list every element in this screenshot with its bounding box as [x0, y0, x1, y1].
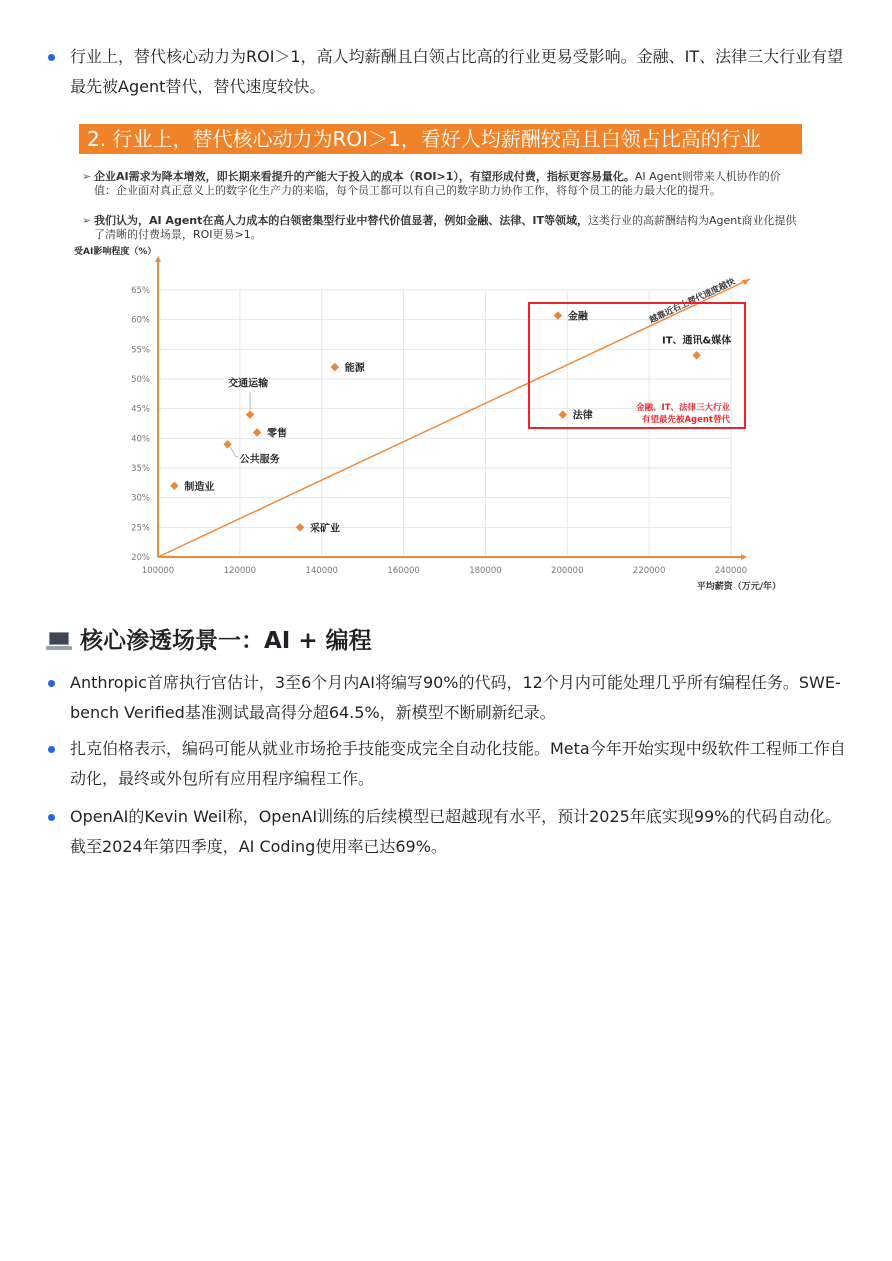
x-axis-title: 平均薪资（万元/年）	[696, 582, 781, 592]
section-heading-text: 核心渗透场景一：AI + 编程	[80, 628, 372, 654]
y-axis-title: 受AI影响程度（%）	[74, 247, 157, 257]
point-label: 法律	[572, 410, 593, 422]
y-tick-label: 55%	[131, 345, 150, 356]
x-tick-label: 160000	[387, 566, 420, 576]
point-label: 采矿业	[310, 523, 341, 535]
trend-arrow-icon	[742, 279, 750, 285]
data-point	[223, 440, 231, 448]
point-label: 公共服务	[239, 454, 280, 466]
figure-banner-title: 2. 行业上，替代核心动力为ROI＞1，看好人均薪酬较高且白领占比高的行业	[79, 124, 802, 154]
data-point	[554, 311, 562, 319]
scatter-chart	[66, 118, 818, 598]
arrow-bullet-icon: ➢	[82, 214, 92, 227]
section-heading	[46, 624, 372, 658]
y-tick-label: 65%	[131, 286, 150, 296]
x-tick-label: 140000	[305, 566, 338, 576]
intro-bullet	[48, 42, 852, 102]
highlight-annotation: 金融、IT、法律三大行业	[636, 403, 730, 413]
point-label: 零售	[267, 428, 288, 440]
data-point	[692, 351, 700, 359]
point-label: 制造业	[184, 481, 215, 493]
x-tick-label: 200000	[551, 566, 584, 576]
data-point	[170, 482, 178, 490]
point-label: 交通运输	[228, 378, 269, 390]
section-bullet-text: OpenAI的Kevin Weil称，OpenAI训练的后续模型已超越现有水平，预计2025年底实现99%的代码自动化。截至2024年第四季度，AI Coding使用率已达69%。	[70, 807, 842, 856]
x-tick-label: 100000	[141, 566, 175, 576]
paragraph-2-bold: 我们认为，AI Agent在高人力成本的白领密集型行业中替代价值显著，例如金融、法律、IT等领域，	[94, 214, 588, 227]
data-point	[253, 428, 261, 436]
section-bullet-3	[48, 802, 852, 862]
highlight-annotation: 有望最先被Agent替代	[641, 415, 730, 425]
y-tick-label: 20%	[131, 553, 150, 563]
data-point	[246, 410, 254, 418]
x-tick-label: 240000	[714, 566, 748, 576]
trend-annotation: 越靠近右上替代速度越快	[648, 276, 737, 326]
y-tick-label: 30%	[131, 493, 150, 504]
y-tick-label: 45%	[131, 404, 150, 415]
bullet-dot	[48, 746, 55, 753]
arrow-bullet-icon: ➢	[82, 170, 92, 183]
section-bullet-1	[48, 668, 852, 728]
intro-bullet-text: 行业上，替代核心动力为ROI＞1，高人均薪酬且白领占比高的行业更易受影响。金融、IT、法律三大行业有望最先被Agent替代，替代速度较快。	[70, 47, 844, 96]
point-label: 金融	[567, 311, 588, 323]
paragraph-2-normal: 这类行业的高薪酬结构为Agent商业化提供了清晰的付费场景，ROI更易>1。	[94, 214, 797, 241]
leader-line	[231, 447, 239, 457]
section-bullet-2	[48, 734, 852, 794]
point-label: IT、通讯&媒体	[661, 335, 732, 347]
report-figure	[66, 118, 818, 598]
data-point	[559, 410, 567, 418]
laptop-icon	[46, 632, 72, 650]
x-axis-arrow-icon	[741, 554, 747, 560]
data-point	[296, 523, 304, 531]
section-bullet-text: Anthropic首席执行官估计，3至6个月内AI将编写90%的代码，12个月内可能处理几乎所有编程任务。SWE-bench Verified基准测试最高得分超64.5%，新模型不断刷新纪录。	[70, 673, 841, 722]
bullet-dot	[48, 680, 55, 687]
data-point	[331, 363, 339, 371]
section-bullet-text: 扎克伯格表示，编码可能从就业市场抢手技能变成完全自动化技能。Meta今年开始实现中级软件工程师工作自动化，最终或外包所有应用程序编程工作。	[70, 739, 846, 788]
point-label: 能源	[344, 363, 365, 375]
paragraph-1-normal: AI Agent则带来人机协作的价值：企业面对真正意义上的数字化生产力的来临，每个员工都可以有自己的数字助力协作工作，将每个员工的能力最大化的提升。	[94, 170, 781, 197]
y-tick-label: 60%	[131, 315, 150, 326]
paragraph-1-bold: 企业AI需求为降本增效，即长期来看提升的产能大于投入的成本（ROI>1），有望形成付费，指标更容易量化。	[94, 170, 635, 183]
y-tick-label: 50%	[131, 375, 150, 385]
x-tick-label: 220000	[632, 566, 666, 576]
y-tick-label: 40%	[131, 434, 150, 445]
y-tick-label: 35%	[131, 464, 150, 474]
bullet-dot	[48, 54, 55, 61]
y-tick-label: 25%	[131, 523, 150, 534]
x-tick-label: 120000	[223, 566, 257, 576]
bullet-dot	[48, 814, 55, 821]
x-tick-label: 180000	[469, 566, 502, 576]
